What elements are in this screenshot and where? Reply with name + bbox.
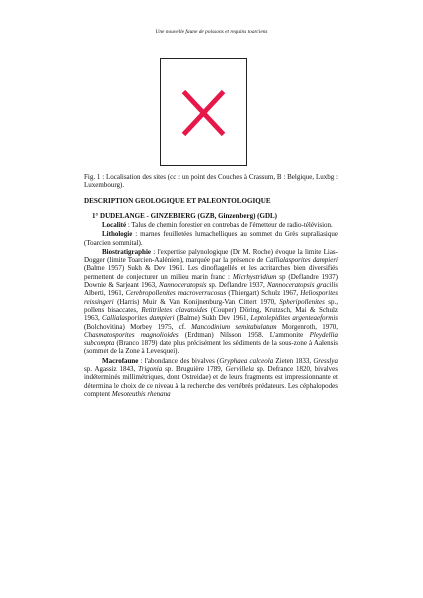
- paragraph-label: Localité: [102, 221, 127, 229]
- paragraph-label: Lithologie: [102, 230, 133, 239]
- text-run: : l'abondance des bivalves (: [138, 356, 220, 365]
- taxon-name: Leptolepidites argenteaeformis: [250, 314, 338, 323]
- paragraph-label: Macrofaune: [102, 356, 139, 365]
- text-run: sp., pollens bisaccates,: [84, 297, 338, 314]
- taxon-name: Spheripollenites: [279, 297, 325, 306]
- paragraph-label: Biostratigraphie: [102, 247, 151, 256]
- text-run: : Talus de chemin forestier en contrebas de l'émetteur de radio-télévision.: [126, 221, 333, 229]
- text-run: : l'expertise palynologique (Dr M. Roche) évoque la limite Lias-Dogger (limite Toarcien-Aalénien), marquée par la présence de: [84, 247, 338, 265]
- text-run: (Balme) Sukh Dev 1961,: [174, 314, 251, 323]
- taxon-name: Callialasporites dampieri: [265, 256, 338, 265]
- red-x-icon: [161, 59, 246, 165]
- text-run: (Bolchovitina) Morbey 1975, cf.: [84, 322, 192, 331]
- taxon-name: Gervillela: [225, 365, 254, 374]
- taxon-name: Cerebropollenites macroverrucosus: [125, 289, 227, 298]
- taxon-name: Callialasporites dampieri: [101, 314, 175, 323]
- text-run: Alberti, 1961,: [84, 289, 126, 298]
- taxon-name: Pleydellia subcompta: [84, 330, 338, 348]
- taxon-name: Retitriletes clavatoides: [141, 305, 208, 314]
- body-paragraph: [84, 248, 338, 356]
- section-title: DESCRIPTION GEOLOGIQUE ET PALEONTOLOGIQUE: [84, 197, 271, 205]
- body-paragraph: [84, 221, 338, 229]
- text-run: (Branco 1879) date plus précisément les sédiments de la sous-zone à Aalensis (sommet de la Zone à Levesquei).: [84, 339, 338, 356]
- running-header: Une nouvelle faune de poissons et requins toarciens: [155, 29, 268, 35]
- site-title: 1° DUDELANGE - GINZEBIERG (GZB, Ginzenberg) (GDL): [92, 212, 278, 220]
- text-run: sp. Bruguière 1789,: [162, 365, 226, 374]
- taxon-name: Gryphaea calceola: [219, 356, 274, 365]
- taxon-name: Gresslya: [313, 356, 338, 365]
- body-paragraph: [84, 357, 338, 398]
- figure-placeholder: [160, 58, 247, 166]
- text-run: (Harris) Muir & Van Konijnenburg-Van Cittert 1970,: [113, 297, 280, 306]
- text-run: (Balme 1957) Sukh & Dev 1961. Les dinoflagellés et les acritarches bien diversifiés permettent de conjecturer un milieu marin franc :: [84, 264, 338, 281]
- text-run: (Couper) Döring, Krutzsch, Mai & Schulz 1963,: [84, 305, 339, 323]
- text-run: (Erdtman) Nilsson 1958. L'ammonite: [178, 330, 310, 339]
- text-run: sp. Defrance 1820, bivalves indéterminés millimétriques, dont Ostreidae) et de leurs fragments est impressionnante et détermina le choix de ce niveau à la recherche des vertébrés prédateurs. Les céphalopodes comptent: [84, 365, 339, 398]
- taxon-name: Mesoteuthis rhenana: [111, 389, 171, 398]
- text-run: sp (Deflandre 1937) Downie & Sarjeant 1963,: [84, 272, 338, 290]
- taxon-name: Nannoceratopsis gracilis: [266, 281, 338, 290]
- taxon-name: Micrhystridium: [232, 272, 277, 281]
- text-run: (Thiergart) Schulz 1967,: [226, 289, 301, 298]
- taxon-name: Heliosporites reissingeri: [84, 289, 339, 306]
- taxon-name: Chasmatosporites magnolioides: [84, 330, 179, 339]
- taxon-name: Mancodinium semitabulatum: [191, 322, 277, 331]
- body-text: [84, 221, 338, 399]
- text-run: : marnes feuilletées lumachelliques au sommet du Grès supraliasique (Toarcien sommital).: [84, 230, 338, 247]
- text-run: sp. Deflandre 1937,: [206, 281, 267, 290]
- taxon-name: Trigonia: [138, 365, 163, 374]
- figure-caption: Fig. 1 : Localisation des sites (cc : un point des Couches à Crassum, B : Belgique, Luxbg : Luxembourg).: [84, 173, 338, 190]
- text-run: Zieten 1833,: [273, 356, 314, 365]
- taxon-name: Nannoceratopsis: [159, 281, 207, 290]
- text-run: sp. Agassiz 1843,: [84, 365, 139, 374]
- text-run: Morgenroth, 1970,: [276, 322, 339, 331]
- body-paragraph: [84, 230, 338, 247]
